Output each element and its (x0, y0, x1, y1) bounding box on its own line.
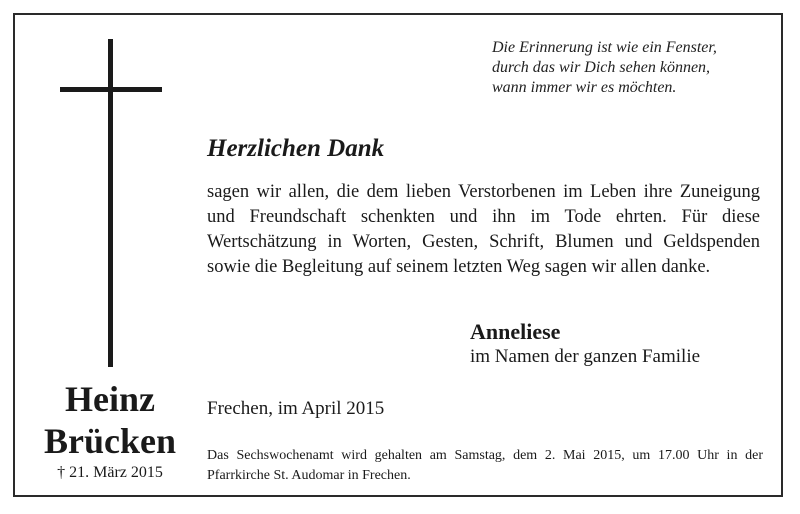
cross-horizontal-bar (60, 87, 162, 92)
signature-name: Anneliese (470, 319, 561, 344)
memorial-quote (492, 38, 772, 98)
quote-line: durch das wir Dich sehen können, (492, 59, 711, 76)
quote-line: Die Erinnerung ist wie ein Fenster, (492, 39, 717, 56)
thanks-heading: Herzlichen Dank (207, 135, 385, 162)
place-date: Frechen, im April 2015 (207, 398, 385, 419)
mass-notice: Das Sechswochenamt wird gehalten am Samstag, dem 2. Mai 2015, um 17.00 Uhr in der Pfarrkirche St. Audomar in Frechen. (207, 448, 763, 483)
deceased-last-name: Brücken (43, 421, 176, 461)
signature-subtitle: im Namen der ganzen Familie (470, 346, 701, 367)
quote-line: wann immer wir es möchten. (492, 79, 677, 96)
deceased-first-name: Heinz (65, 379, 155, 419)
thanks-body: sagen wir allen, die dem lieben Verstorbenen im Leben ihre Zuneigung und Freundschaft schenkten und ihn im Tode ehrten. Für diese Wertschätzung in Worten, Gesten, Schrift, Blumen und Geldspenden sowie die Begleitung auf seinem letzten Weg sagen wir allen danke. (207, 182, 760, 277)
death-date: † 21. März 2015 (57, 464, 163, 481)
